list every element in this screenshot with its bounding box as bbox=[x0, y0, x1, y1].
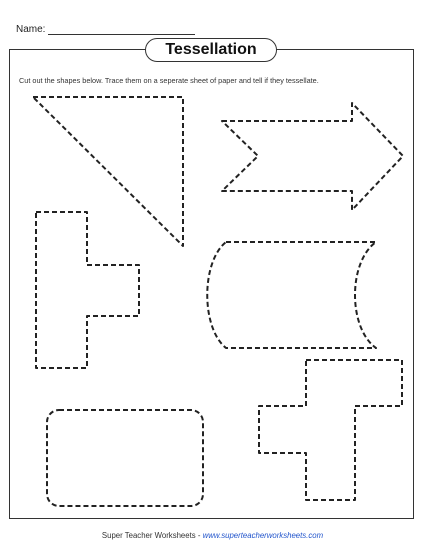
footer-separator: - bbox=[195, 531, 203, 540]
footer bbox=[0, 531, 425, 540]
t-shape[interactable] bbox=[36, 212, 139, 368]
rounded-rectangle-shape[interactable] bbox=[47, 410, 203, 506]
name-label: Name: bbox=[16, 24, 46, 35]
cross-shape[interactable] bbox=[259, 360, 402, 500]
cylinder-shape[interactable] bbox=[207, 242, 376, 348]
worksheet-title-text: Tessellation bbox=[165, 41, 257, 58]
triangle-shape[interactable] bbox=[33, 97, 183, 246]
arrow-shape[interactable] bbox=[222, 103, 403, 210]
footer-site-name: Super Teacher Worksheets bbox=[101, 531, 196, 540]
instructions-text: Cut out the shapes below. Trace them on a seperate sheet of paper and tell if they tessellate. bbox=[19, 76, 319, 85]
footer-url-link[interactable]: www.superteacherworksheets.com bbox=[202, 531, 324, 540]
